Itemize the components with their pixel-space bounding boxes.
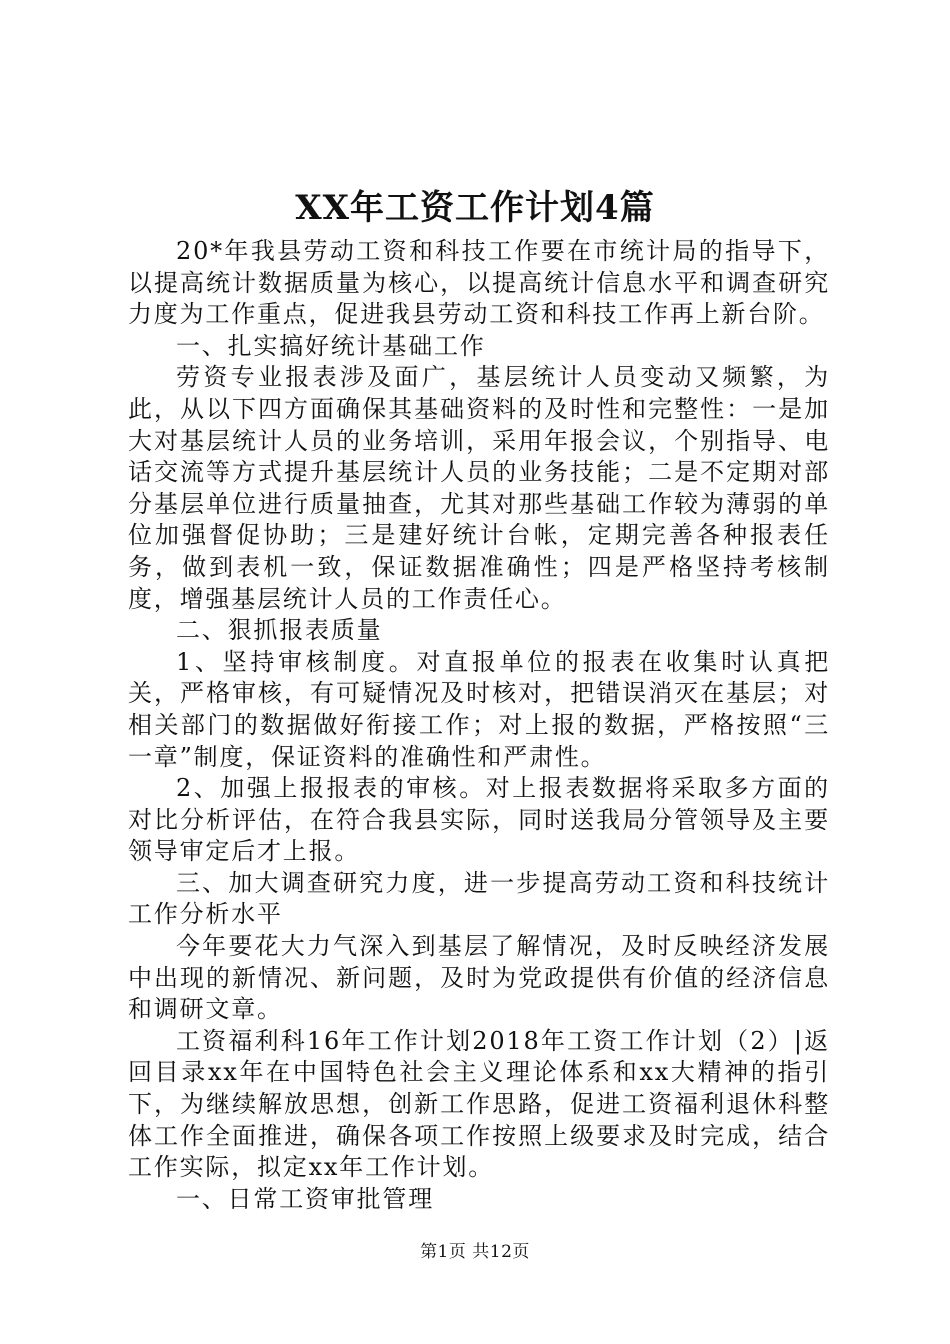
section-heading-3: 三、加大调查研究力度，进一步提高劳动工资和科技统计工作分析水平 bbox=[128, 868, 830, 929]
paragraph-plan-2: 工资福利科16年工作计划2018年工资工作计划（2）|返回目录xx年在中国特色社会主义理论体系和xx大精神的指引下，为继续解放思想，创新工作思路，促进工资福利退休科整体工作全面推进，确保各项工作按照上级要求及时完成，结合工作实际，拟定xx年工作计划。 bbox=[128, 1026, 830, 1182]
section-heading-2: 二、狠抓报表质量 bbox=[176, 616, 383, 645]
paragraph-item-2: 2、加强上报报表的审核。对上报表数据将采取多方面的对比分析评估，在符合我县实际，同时送我局分管领导及主要领导审定后才上报。 bbox=[128, 774, 830, 866]
section-heading-plan-2: 一、日常工资审批管理 bbox=[176, 1184, 434, 1213]
paragraph-section-3: 今年要花大力气深入到基层了解情况，及时反映经济发展中出现的新情况、新问题，及时为党政提供有价值的经济信息和调研文章。 bbox=[128, 932, 830, 1024]
document-title: XX年工资工作计划4篇 bbox=[295, 188, 655, 228]
section-heading-1: 一、扎实搞好统计基础工作 bbox=[176, 331, 486, 360]
paragraph-item-1: 1、坚持审核制度。对直报单位的报表在收集时认真把关，严格审核，有可疑情况及时核对，把错误消灭在基层；对相关部门的数据做好衔接工作；对上报的数据，严格按照“三一章”制度，保证资料的准确性和严肃性。 bbox=[128, 647, 830, 771]
paragraph-intro: 20*年我县劳动工资和科技工作要在市统计局的指导下，以提高统计数据质量为核心，以提高统计信息水平和调查研究力度为工作重点，促进我县劳动工资和科技工作再上新台阶。 bbox=[128, 237, 830, 329]
page-footer: 第1页 共12页 bbox=[420, 1242, 530, 1262]
paragraph-section-1: 劳资专业报表涉及面广，基层统计人员变动又频繁，为此，从以下四方面确保其基础资料的及时性和完整性：一是加大对基层统计人员的业务培训，采用年报会议，个别指导、电话交流等方式提升基层统计人员的业务技能；二是不定期对部分基层单位进行质量抽查，尤其对那些基础工作较为薄弱的单位加强督促协助；三是建好统计台帐，定期完善各种报表任务，做到表机一致，保证数据准确性；四是严格坚持考核制度，增强基层统计人员的工作责任心。 bbox=[128, 363, 830, 613]
document-body bbox=[128, 236, 830, 1215]
